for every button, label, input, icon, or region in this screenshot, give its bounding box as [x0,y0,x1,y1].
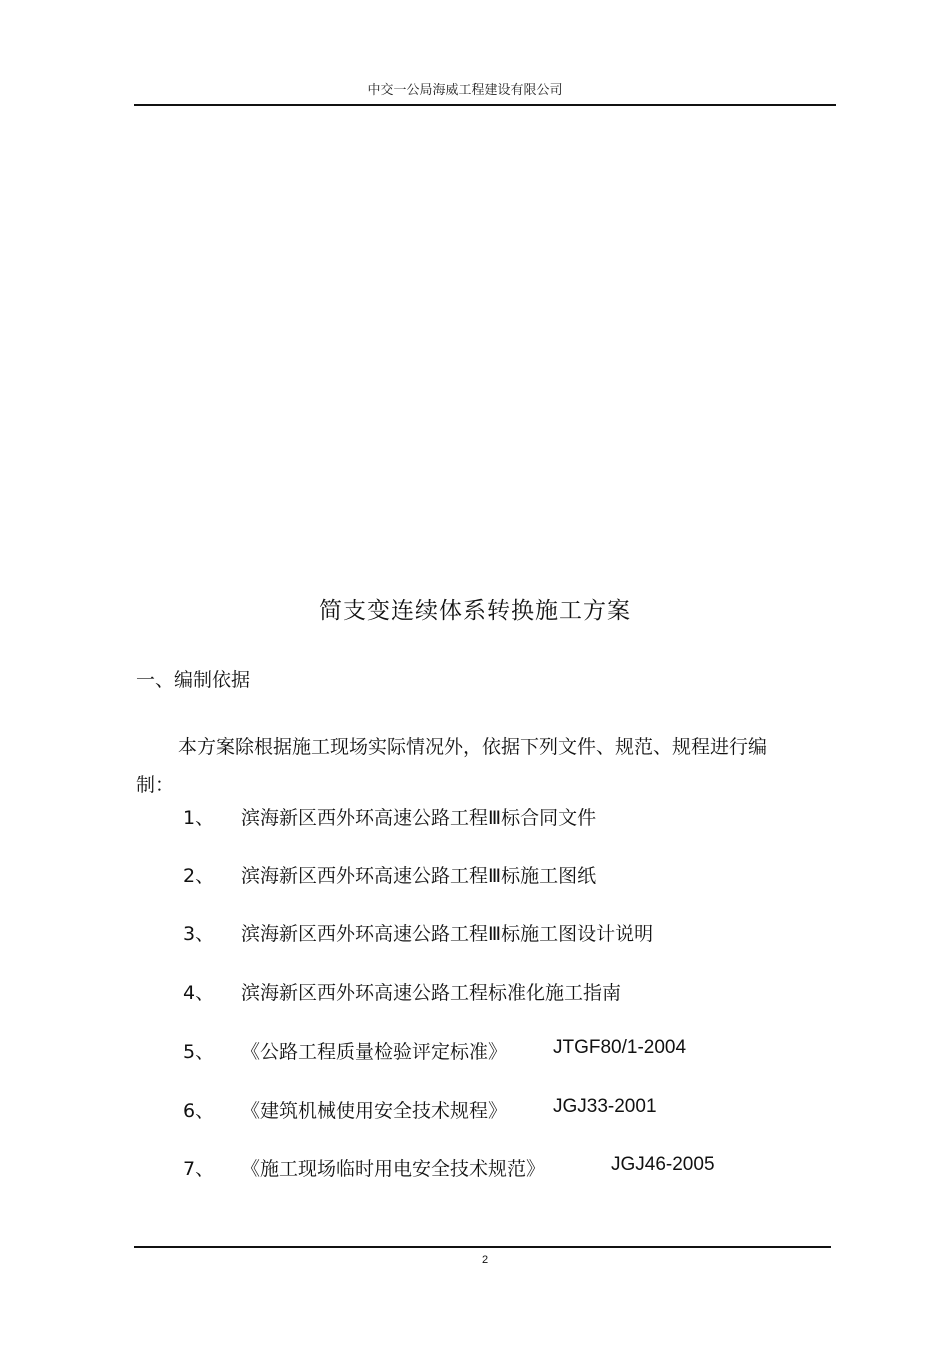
reference-code: JTGF80/1-2004 [553,1037,687,1058]
header-divider [134,104,836,106]
reference-number: 6、 [183,1100,215,1122]
header-company: 中交一公局海威工程建设有限公司 [367,83,563,98]
reference-title: 滨海新区西外环高速公路工程标准化施工指南 [241,982,622,1004]
reference-code: JGJ33-2001 [553,1096,657,1117]
reference-title: 《公路工程质量检验评定标准》 [241,1041,508,1063]
reference-number: 1、 [183,807,215,829]
section-heading: 一、编制依据 [136,669,251,691]
reference-title: 《施工现场临时用电安全技术规范》 [241,1158,546,1180]
page-number: 2 [481,1254,489,1266]
reference-code: JGJ46-2005 [611,1154,715,1175]
reference-number: 4、 [183,982,215,1004]
reference-title: 《建筑机械使用安全技术规程》 [241,1100,508,1122]
reference-number: 2、 [183,865,215,887]
reference-number: 5、 [183,1041,215,1063]
reference-number: 7、 [183,1158,215,1180]
section-intro: 本方案除根据施工现场实际情况外，依据下列文件、规范、规程进行编制： [136,736,768,796]
reference-title: 滨海新区西外环高速公路工程Ⅲ标合同文件 [241,807,597,829]
reference-title: 滨海新区西外环高速公路工程Ⅲ标施工图纸 [241,865,597,887]
footer-divider [134,1246,831,1248]
document-title: 简支变连续体系转换施工方案 [319,598,631,624]
reference-number: 3、 [183,923,215,945]
reference-title: 滨海新区西外环高速公路工程Ⅲ标施工图设计说明 [241,923,654,945]
